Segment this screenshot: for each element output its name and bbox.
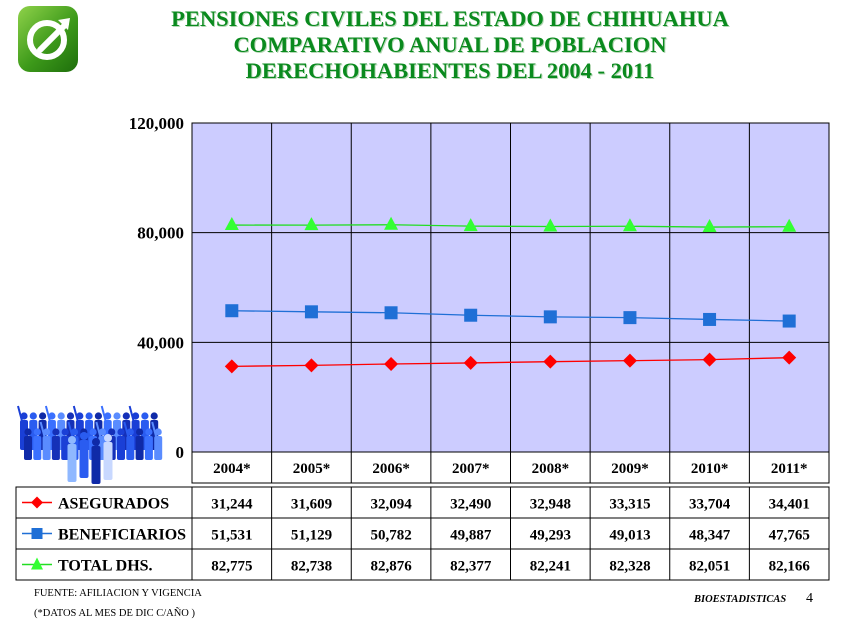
data-label: 33,704 (688, 496, 731, 513)
data-label: 32,490 (450, 496, 492, 513)
legend-label: TOTAL DHS. (58, 557, 153, 575)
x-tick-label: 2008* (531, 461, 570, 477)
y-tick-label: 40,000 (137, 333, 184, 353)
plot-area (192, 123, 829, 452)
data-point (783, 315, 796, 328)
date-note: (*DATOS AL MES DE DIC C/AÑO ) (34, 608, 196, 619)
data-point (464, 309, 477, 322)
data-point (225, 304, 238, 317)
data-label: 34,401 (768, 496, 810, 513)
legend-label: ASEGURADOS (58, 495, 170, 513)
data-label: 33,315 (609, 496, 651, 513)
x-tick-label: 2009* (611, 461, 649, 477)
legend-marker (32, 528, 43, 539)
y-tick-label: 120,000 (128, 114, 184, 133)
x-tick-label: 2005* (292, 461, 331, 477)
data-point (544, 310, 557, 323)
source-note: FUENTE: AFILIACION Y VIGENCIA (34, 588, 202, 599)
data-label: 31,244 (211, 496, 253, 513)
x-tick-label: 2004* (213, 461, 251, 477)
x-tick-label: 2010* (690, 461, 729, 477)
data-label: 82,876 (370, 558, 412, 575)
y-tick-label: 0 (175, 443, 184, 462)
data-label: 32,094 (370, 496, 412, 513)
title-line-2: COMPARATIVO ANUAL DE POBLACION (233, 32, 667, 57)
data-table (16, 452, 829, 580)
department-label: BIOESTADISTICAS (694, 594, 787, 605)
data-point (623, 311, 636, 324)
x-tick-label: 2006* (372, 461, 410, 477)
people-crowd-icon (18, 406, 162, 484)
data-label: 32,948 (529, 496, 571, 513)
data-label: 82,377 (450, 558, 492, 575)
data-label: 82,775 (211, 558, 253, 575)
page-number: 4 (806, 591, 813, 606)
x-tick-label: 2011* (770, 461, 808, 477)
title-line-3: DERECHOHABIENTES DEL 2004 - 2011 (245, 58, 655, 83)
title-line-1: PENSIONES CIVILES DEL ESTADO DE CHIHUAHUA (171, 6, 729, 31)
data-point (703, 313, 716, 326)
data-label: 47,765 (768, 527, 810, 544)
data-label: 82,051 (688, 558, 731, 575)
data-label: 49,013 (609, 527, 651, 544)
data-label: 48,347 (688, 527, 731, 544)
data-label: 51,129 (290, 527, 333, 544)
data-label: 82,166 (768, 558, 810, 575)
y-axis (129, 114, 184, 462)
data-label: 49,887 (450, 527, 492, 544)
data-label: 51,531 (211, 527, 253, 544)
data-label: 31,609 (290, 496, 333, 513)
data-point (385, 306, 398, 319)
y-tick-label: 80,000 (137, 223, 184, 243)
data-label: 49,293 (529, 527, 571, 544)
data-label: 82,738 (290, 558, 333, 575)
legend-label: BENEFICIARIOS (58, 526, 187, 544)
data-point (305, 305, 318, 318)
data-label: 82,241 (529, 558, 571, 575)
data-label: 82,328 (609, 558, 651, 575)
x-tick-label: 2007* (451, 461, 490, 477)
data-label: 50,782 (370, 527, 412, 544)
